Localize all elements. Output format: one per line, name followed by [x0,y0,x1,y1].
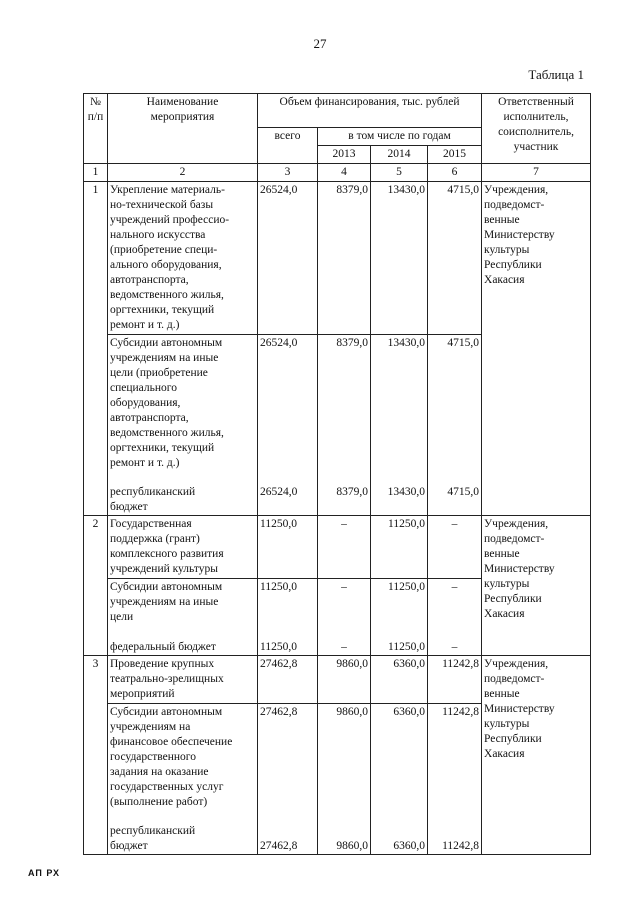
amount-2014: 13430,0 [387,486,425,498]
table-caption: Таблица 1 [528,67,584,82]
activity-name: Укрепление материаль- но-технической базы учреждений профессио- нального искусства (приобретение специ- ального оборудования, автотранспорта, ведомственного жилья, оргтехники, текущий ремонт и т. д.) [108,182,258,335]
amount-2013: – [318,516,371,579]
amount-2013: – [341,641,347,653]
amount-2014: 13430,0 [371,182,428,335]
amount-total: 11250,0 [260,581,297,593]
activity-name: Государственная поддержка (грант) комплексного развития учреждений культуры [108,516,258,579]
header-num: № п/п [84,94,108,164]
amount-total: 26524,0 [260,337,298,349]
amount-2014: 11250,0 [371,516,428,579]
amount-total: 26524,0 [258,182,318,335]
amount-2015: 11242,8 [442,706,480,718]
responsible-executor: Учреждения, подведомст- венные Министерству культуры Республики Хакасия [482,656,591,855]
budget-source: республиканский бюджет [110,825,196,852]
header-funding: Объем финансирования, тыс. рублей [258,94,482,128]
page-number: 27 [313,36,327,51]
header-name: Наименование мероприятия [108,94,258,164]
amount-2013: 9860,0 [336,840,368,852]
amount-2015: – [451,581,458,593]
amount-total: 11250,0 [260,641,297,653]
col-number: 3 [258,164,318,182]
amount-total: 27462,8 [260,840,298,852]
col-number: 6 [428,164,482,182]
amount-2013: 8379,0 [336,337,368,349]
amount-2013: 9860,0 [336,706,368,718]
subsidy-name: Субсидии автономным учреждениям на иные цели (приобретение специального оборудования, автотранспорта, ведомственного жилья, оргтехники, текущий ремонт и т. д.) [110,337,224,469]
budget-source: федеральный бюджет [110,641,216,653]
col-number: 1 [84,164,108,182]
activity-name: Проведение крупных театрально-зрелищных мероприятий [108,656,258,704]
amount-2014: 6360,0 [393,706,425,718]
amount-total: 26524,0 [260,486,298,498]
amount-2015: 4715,0 [447,337,480,349]
subsidy-name: Субсидии автономным учреждениям на финансовое обеспечение государственного задания на оказание государственных услуг (выполнение работ) [110,706,233,808]
amount-total: 27462,8 [258,656,318,704]
amount-2015: – [451,641,458,653]
amount-2014: 13430,0 [387,337,425,349]
header-year-2014: 2014 [371,146,428,164]
amount-2013: 9860,0 [318,656,371,704]
row-number: 1 [84,182,108,516]
amount-2015: 11242,8 [442,840,480,852]
amount-2015: 4715,0 [428,182,482,335]
amount-2013: – [341,581,347,593]
subsidy-name: Субсидии автономным учреждениям на иные цели [110,581,223,623]
amount-2015: 4715,0 [447,486,480,498]
header-year-2013: 2013 [318,146,371,164]
header-by-years: в том числе по годам [318,128,482,146]
responsible-executor: Учреждения, подведомст- венные Министерству культуры Республики Хакасия [482,182,591,516]
funding-table [83,93,591,855]
table-row [84,182,591,335]
amount-2015: – [428,516,482,579]
amount-2014: 6360,0 [371,656,428,704]
col-number: 2 [108,164,258,182]
amount-2013: 8379,0 [318,182,371,335]
header-year-2015: 2015 [428,146,482,164]
amount-total: 11250,0 [258,516,318,579]
row-number: 2 [84,516,108,656]
table-row [84,516,591,579]
amount-2014: 11250,0 [388,581,425,593]
row-number: 3 [84,656,108,855]
col-number: 4 [318,164,371,182]
responsible-executor: Учреждения, подведомст- венные Министерству культуры Республики Хакасия [482,516,591,656]
amount-2015: 11242,8 [428,656,482,704]
amount-2013: 8379,0 [336,486,368,498]
amount-total: 27462,8 [260,706,298,718]
col-number: 7 [482,164,591,182]
col-number: 5 [371,164,428,182]
archive-mark: АП РХ [28,868,61,878]
table-row [84,656,591,704]
header-total: всего [258,128,318,164]
header-responsible: Ответственный исполнитель, соисполнитель, участник [482,94,591,164]
amount-2014: 6360,0 [393,840,425,852]
budget-source: республиканский бюджет [110,486,196,513]
amount-2014: 11250,0 [388,641,425,653]
